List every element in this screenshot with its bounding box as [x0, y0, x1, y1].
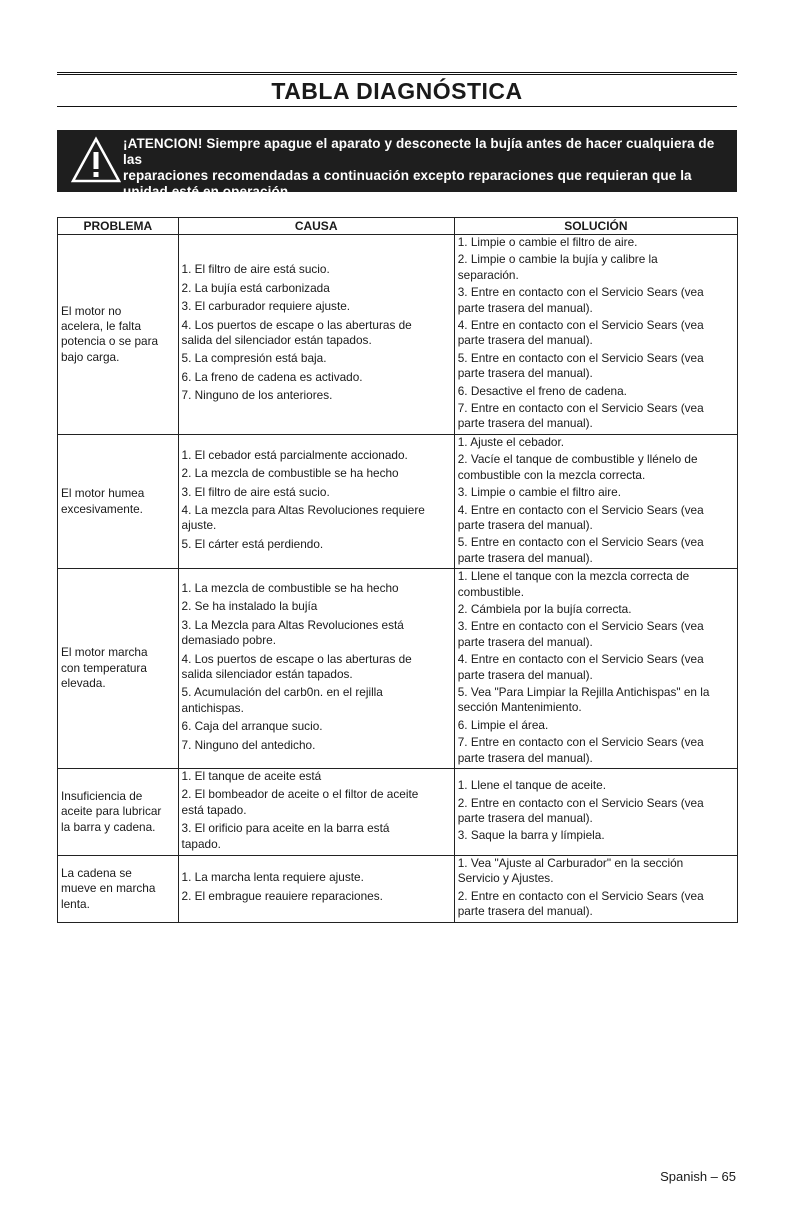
cause-item: [182, 351, 451, 366]
solution-text-line: Servicio y Ajustes.: [457, 871, 554, 886]
solution-item: [458, 235, 734, 250]
table-row: [58, 569, 738, 769]
table-row: [58, 856, 738, 923]
header-causa: CAUSA: [178, 218, 454, 235]
solution-cell: [454, 235, 737, 435]
cause-cell: [178, 569, 454, 769]
warning-text-line: ¡ATENCION! Siempre apague el aparato y desconecte la bujía antes de hacer cualquiera de las: [123, 136, 715, 167]
header-problema: PROBLEMA: [58, 218, 179, 235]
solution-text-line: 3. Entre en contacto con el Servicio Sears (vea: [457, 619, 704, 634]
problem-text-line: elevada.: [61, 676, 106, 691]
cause-item: [182, 503, 451, 534]
solution-item: [458, 435, 734, 450]
cause-text-line: 1. El cebador está parcialmente accionado.: [181, 447, 408, 462]
cause-text-line: 6. La freno de cadena es activado.: [181, 369, 363, 384]
cause-item: [182, 299, 451, 314]
cause-item: [182, 685, 451, 716]
solution-item: [458, 856, 734, 887]
solution-item: [458, 796, 734, 827]
solution-text-line: 1. Limpie o cambie el filtro de aire.: [457, 235, 638, 249]
solution-text-line: 5. Vea "Para Limpiar la Rejilla Antichispas" en la: [457, 684, 710, 699]
problem-text-line: La cadena se: [61, 865, 132, 880]
solution-item: [458, 735, 734, 766]
solution-item: [458, 569, 734, 600]
solution-text-line: parte trasera del manual).: [457, 667, 593, 682]
solution-text-line: 7. Entre en contacto con el Servicio Sears (vea: [457, 735, 704, 750]
solution-text-line: parte trasera del manual).: [457, 811, 593, 826]
solution-text-line: 3. Entre en contacto con el Servicio Sears (vea: [457, 285, 704, 300]
top-rule: [57, 72, 737, 73]
warning-text: [123, 136, 725, 200]
warning-triangle-icon: [71, 136, 121, 184]
solution-item: [458, 452, 734, 483]
cause-text-line: salida silenciador están tapados.: [181, 667, 353, 682]
solution-text-line: 5. Entre en contacto con el Servicio Sears (vea: [457, 350, 704, 365]
cause-item: [182, 448, 451, 463]
warning-text-line: unidad esté en operación.: [123, 184, 293, 199]
solution-item: [458, 285, 734, 316]
problem-cell: [58, 769, 179, 856]
cause-item: [182, 537, 451, 552]
solution-text-line: 1. Vea "Ajuste al Carburador" en la sección: [457, 856, 684, 871]
solution-item: [458, 351, 734, 382]
warning-banner: [57, 130, 737, 199]
solution-text-line: parte trasera del manual).: [457, 416, 593, 431]
table-row: [58, 769, 738, 856]
solution-item: [458, 889, 734, 920]
solution-text-line: 5. Entre en contacto con el Servicio Sears (vea: [457, 535, 704, 550]
problem-text-line: bajo carga.: [61, 349, 120, 364]
solution-cell: [454, 569, 737, 769]
solution-text-line: 4. Entre en contacto con el Servicio Sears (vea: [457, 652, 704, 667]
problem-text-line: El motor marcha: [61, 645, 148, 660]
cause-text-line: 5. El cárter está perdiendo.: [181, 536, 324, 551]
cause-item: [182, 719, 451, 734]
solution-item: [458, 685, 734, 716]
solution-text-line: parte trasera del manual).: [457, 634, 593, 649]
table-body: [58, 235, 738, 923]
solution-text-line: separación.: [457, 267, 519, 282]
title-bottom-rule: [57, 106, 737, 107]
solution-item: [458, 652, 734, 683]
table-row: [58, 235, 738, 435]
cause-text-line: 3. La Mezcla para Altas Revoluciones está: [181, 617, 404, 632]
solution-text-line: 2. Cámbiela por la bujía correcta.: [457, 601, 632, 616]
solution-text-line: parte trasera del manual).: [457, 333, 593, 348]
cause-item: [182, 599, 451, 614]
cause-text-line: salida del silenciador están tapados.: [181, 332, 372, 347]
cause-cell: [178, 856, 454, 923]
cause-text-line: antichispas.: [181, 700, 244, 715]
cause-item: [182, 618, 451, 649]
solution-item: [458, 619, 734, 650]
cause-text-line: está tapado.: [181, 802, 247, 817]
solution-text-line: 1. Ajuste el cebador.: [457, 434, 564, 449]
solution-text-line: 6. Desactive el freno de cadena.: [457, 383, 627, 398]
solution-text-line: 3. Limpie o cambie el filtro aire.: [457, 485, 622, 500]
problem-text-line: potencia o se para: [61, 334, 159, 349]
cause-text-line: 2. La bujía está carbonizada: [181, 280, 330, 295]
problem-text-line: lenta.: [61, 896, 90, 911]
header-solucion: SOLUCIÓN: [454, 218, 737, 235]
cause-text-line: 4. Los puertos de escape o las aberturas de: [181, 317, 412, 332]
solution-text-line: parte trasera del manual).: [457, 550, 593, 565]
problem-text-line: aceite para lubricar: [61, 804, 162, 819]
problem-text-line: la barra y cadena.: [61, 819, 156, 834]
solution-cell: [454, 434, 737, 568]
cause-item: [182, 870, 451, 885]
solution-text-line: parte trasera del manual).: [457, 517, 593, 532]
cause-cell: [178, 434, 454, 568]
cause-item: [182, 388, 451, 403]
cause-item: [182, 821, 451, 852]
solution-item: [458, 401, 734, 432]
problem-cell: [58, 235, 179, 435]
solution-text-line: parte trasera del manual).: [457, 300, 593, 315]
page-title: TABLA DIAGNÓSTICA: [271, 78, 523, 104]
solution-text-line: 2. Entre en contacto con el Servicio Sears (vea: [457, 795, 704, 810]
cause-text-line: 2. El embrague reauiere reparaciones.: [181, 888, 383, 903]
solution-text-line: sección Mantenimiento.: [457, 700, 582, 715]
cause-text-line: 3. El filtro de aire está sucio.: [181, 484, 330, 499]
solution-item: [458, 318, 734, 349]
cause-item: [182, 281, 451, 296]
problem-cell: [58, 856, 179, 923]
cause-text-line: 3. El orificio para aceite en la barra está: [181, 821, 390, 836]
cause-text-line: 1. El filtro de aire está sucio.: [181, 262, 330, 277]
solution-text-line: 2. Limpie o cambie la bujía y calibre la: [457, 252, 658, 267]
cause-text-line: 2. La mezcla de combustible se ha hecho: [181, 466, 399, 481]
cause-text-line: 6. Caja del arranque sucio.: [181, 719, 323, 734]
cause-cell: [178, 769, 454, 856]
warning-text-line: reparaciones recomendadas a continuación excepto reparaciones que requieran que la: [123, 168, 692, 183]
cause-text-line: tapado.: [181, 836, 221, 851]
cause-item: [182, 787, 451, 818]
cause-text-line: 4. La mezcla para Altas Revoluciones requiere: [181, 503, 425, 517]
problem-text-line: mueve en marcha: [61, 881, 156, 896]
table-header-row: [58, 218, 738, 235]
solution-text-line: combustible con la mezcla correcta.: [457, 467, 646, 482]
solution-item: [458, 503, 734, 534]
solution-item: [458, 602, 734, 617]
cause-cell: [178, 235, 454, 435]
problem-text-line: Insuficiencia de: [61, 788, 143, 803]
cause-text-line: 1. El tanque de aceite está: [181, 769, 322, 783]
cause-text-line: demasiado pobre.: [181, 633, 276, 648]
solution-text-line: parte trasera del manual).: [457, 750, 593, 765]
cause-item: [182, 889, 451, 904]
solution-text-line: 4. Entre en contacto con el Servicio Sears (vea: [457, 502, 704, 517]
cause-item: [182, 581, 451, 596]
solution-item: [458, 252, 734, 283]
cause-item: [182, 370, 451, 385]
solution-text-line: 1. Llene el tanque de aceite.: [457, 778, 606, 793]
page-footer: Spanish – 65: [660, 1169, 736, 1184]
cause-item: [182, 262, 451, 277]
problem-text-line: con temperatura: [61, 660, 147, 675]
cause-text-line: 7. Ninguno del antedicho.: [181, 737, 316, 752]
top-rule-second: [57, 74, 737, 75]
cause-item: [182, 318, 451, 349]
cause-text-line: 2. El bombeador de aceite o el filtor de aceite: [181, 787, 419, 802]
solution-text-line: 4. Entre en contacto con el Servicio Sears (vea: [457, 318, 704, 333]
solution-item: [458, 828, 734, 843]
solution-item: [458, 485, 734, 500]
solution-text-line: parte trasera del manual).: [457, 366, 593, 381]
solution-text-line: 7. Entre en contacto con el Servicio Sears (vea: [457, 401, 704, 416]
cause-item: [182, 738, 451, 753]
solution-text-line: 6. Limpie el área.: [457, 717, 549, 732]
cause-item: [182, 652, 451, 683]
solution-cell: [454, 856, 737, 923]
cause-text-line: 2. Se ha instalado la bujía: [181, 599, 318, 614]
problem-cell: [58, 569, 179, 769]
solution-item: [458, 778, 734, 793]
cause-text-line: 7. Ninguno de los anteriores.: [181, 388, 333, 403]
cause-text-line: 5. Acumulación del carb0n. en el rejilla: [181, 685, 383, 700]
problem-cell: [58, 434, 179, 568]
solution-text-line: 2. Entre en contacto con el Servicio Sears (vea: [457, 888, 704, 903]
problem-text-line: excesivamente.: [61, 501, 143, 516]
problem-text-line: acelera, le falta: [61, 319, 142, 334]
cause-text-line: 5. La compresión está baja.: [181, 351, 327, 366]
solution-item: [458, 718, 734, 733]
cause-text-line: 4. Los puertos de escape o las aberturas de: [181, 651, 412, 666]
problem-text-line: El motor no: [61, 303, 122, 318]
solution-text-line: 2. Vacíe el tanque de combustible y llénelo de: [457, 452, 698, 467]
solution-cell: [454, 769, 737, 856]
solution-text-line: combustible.: [457, 584, 524, 599]
cause-item: [182, 466, 451, 481]
cause-item: [182, 769, 451, 784]
solution-text-line: parte trasera del manual).: [457, 904, 593, 919]
cause-text-line: 3. El carburador requiere ajuste.: [181, 299, 351, 314]
diagnostic-table: [57, 217, 738, 923]
problem-text-line: El motor humea: [61, 486, 145, 501]
table-row: [58, 434, 738, 568]
cause-text-line: ajuste.: [181, 518, 217, 533]
solution-item: [458, 535, 734, 566]
solution-item: [458, 384, 734, 399]
cause-item: [182, 485, 451, 500]
cause-text-line: 1. La mezcla de combustible se ha hecho: [181, 581, 399, 596]
cause-text-line: 1. La marcha lenta requiere ajuste.: [181, 870, 364, 885]
solution-text-line: 1. Llene el tanque con la mezcla correcta de: [457, 569, 690, 584]
solution-text-line: 3. Saque la barra y límpiela.: [457, 828, 605, 843]
